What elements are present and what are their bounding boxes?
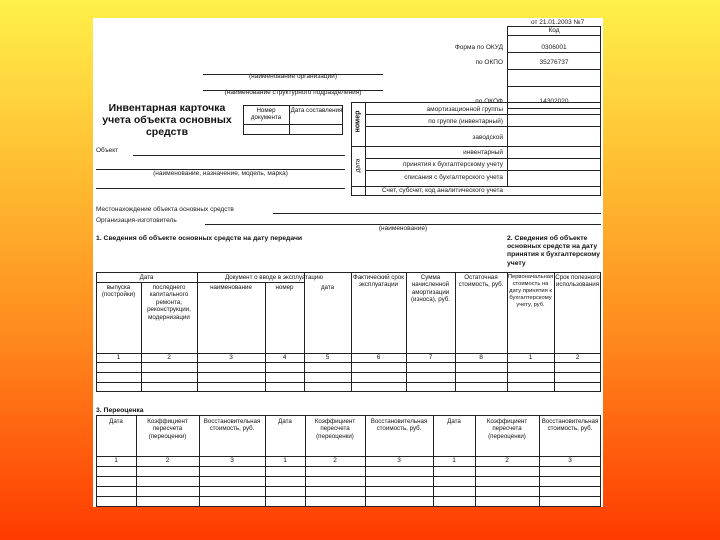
inventory-card-form (93, 18, 603, 507)
s1-num-6: 6 (376, 354, 381, 361)
s3-num-1: 1 (114, 457, 118, 464)
accept-label: принятия к бухгалтерскому учету (402, 161, 503, 168)
s3-col-coef-3: Коэффициент пересчета (переоценки) (486, 418, 528, 440)
s2-num-1: 1 (528, 354, 533, 361)
s1-col-overhaul: последнего капитального ремонта, реконструкции, модернизации (147, 284, 191, 321)
okpo-value: 35276737 (539, 59, 569, 66)
section3-title: 3. Переоценка (96, 407, 144, 414)
depr-group-label: амортизационной группы (426, 106, 503, 113)
s1-col-term: Фактический срок эксплуатации (353, 274, 404, 289)
s1-num-5: 5 (325, 354, 330, 361)
s3-num-7: 1 (452, 457, 456, 464)
s1-num-7: 7 (428, 354, 433, 361)
s1-col-issue: выпуска (постройки) (101, 284, 136, 299)
s2-col-useful: Срок полезного использования (555, 274, 600, 289)
s1-num-8: 8 (479, 354, 483, 361)
unit-caption: (наименование структурного подразделения) (224, 89, 362, 96)
s3-col-cost-3: Восстановительная стоимость, руб. (541, 418, 599, 433)
s1-num-1: 1 (116, 354, 121, 361)
factory-label: заводской (472, 134, 503, 141)
s3-col-cost-2: Восстановительная стоимость, руб. (370, 418, 428, 433)
s3-num-9: 3 (568, 457, 572, 464)
okof-value: 14302020 (539, 98, 569, 105)
s3-col-coef-2: Коэффициент пересчета (переоценки) (314, 418, 356, 440)
s3-num-3: 3 (230, 457, 234, 464)
s3-num-8: 2 (505, 457, 509, 464)
s1-date-group: Дата (139, 274, 154, 281)
subaccount-label: Счет, субсчет, код аналитического учета (381, 187, 503, 194)
side-number-label: номер (354, 110, 362, 133)
object-caption: (наименование, назначение, модель, марка) (153, 170, 288, 177)
s1-col-date: дата (320, 284, 335, 291)
code-label: Код (548, 27, 560, 34)
s3-col-coef-1: Коэффициент пересчета (переоценки) (147, 418, 188, 440)
s3-col-date-3: Дата (447, 418, 461, 425)
s1-num-3: 3 (229, 354, 233, 361)
side-date-label: дата (354, 158, 362, 173)
s1-col-number: номер (275, 284, 294, 291)
location-label: Местонахождение объекта основных средств (96, 206, 234, 213)
card-title: Инвентарная карточка учета объекта основных средств (102, 102, 232, 138)
maker-label: Организация-изготовитель (96, 217, 177, 224)
code-box (507, 26, 601, 109)
approved-note: от 21.01.2003 №7 (531, 19, 585, 26)
s3-col-date-1: Дата (109, 418, 123, 425)
maker-caption: (наименование) (378, 225, 428, 232)
s3-num-2: 2 (165, 457, 170, 464)
s3-col-date-2: Дата (278, 418, 292, 425)
form-okud-label: Форма по ОКУД (454, 44, 503, 51)
s3-num-4: 1 (283, 457, 287, 464)
s1-doc-group: Документ о вводе в эксплуатацию (224, 274, 324, 281)
s1-col-cost: Остаточная стоимость, руб. (458, 274, 504, 289)
s2-col-initial: Первоначальная стоимость на дату принятия к бухгалтерскому учету, руб. (507, 274, 554, 308)
okof-label: по ОКОФ (475, 98, 503, 105)
doc-date-head: Дата составления (290, 107, 343, 114)
s1-num-2: 2 (167, 354, 171, 361)
s1-col-depr: Сумма начисленной амортизации (износа), руб. (410, 274, 451, 304)
inventory-label: инвентарный (463, 149, 503, 156)
section2-title: 2. Сведения об объекте основных средств на дату принятия к бухгалтерскому учету (507, 235, 600, 267)
writeoff-label: списания с бухгалтерского учета (404, 174, 503, 181)
depr-group2-label: по группе (инвентарный) (428, 118, 503, 125)
s3-num-5: 2 (333, 457, 337, 464)
s3-num-6: 3 (397, 457, 401, 464)
section1-title: 1. Сведения об объекте основных средств на дату передачи (96, 235, 303, 242)
okpo-label: по ОКПО (475, 59, 503, 66)
object-label: Объект (96, 147, 119, 154)
s1-num-4: 4 (282, 354, 287, 361)
s2-num-2: 2 (575, 354, 580, 361)
s3-col-cost-1: Восстановительная стоимость, руб. (203, 418, 261, 433)
form-okud-value: 0306001 (541, 44, 567, 51)
s1-col-name: наименование (210, 284, 252, 291)
org-caption: (наименование организации) (249, 73, 337, 80)
doc-number-head: Номер документа (250, 107, 282, 122)
